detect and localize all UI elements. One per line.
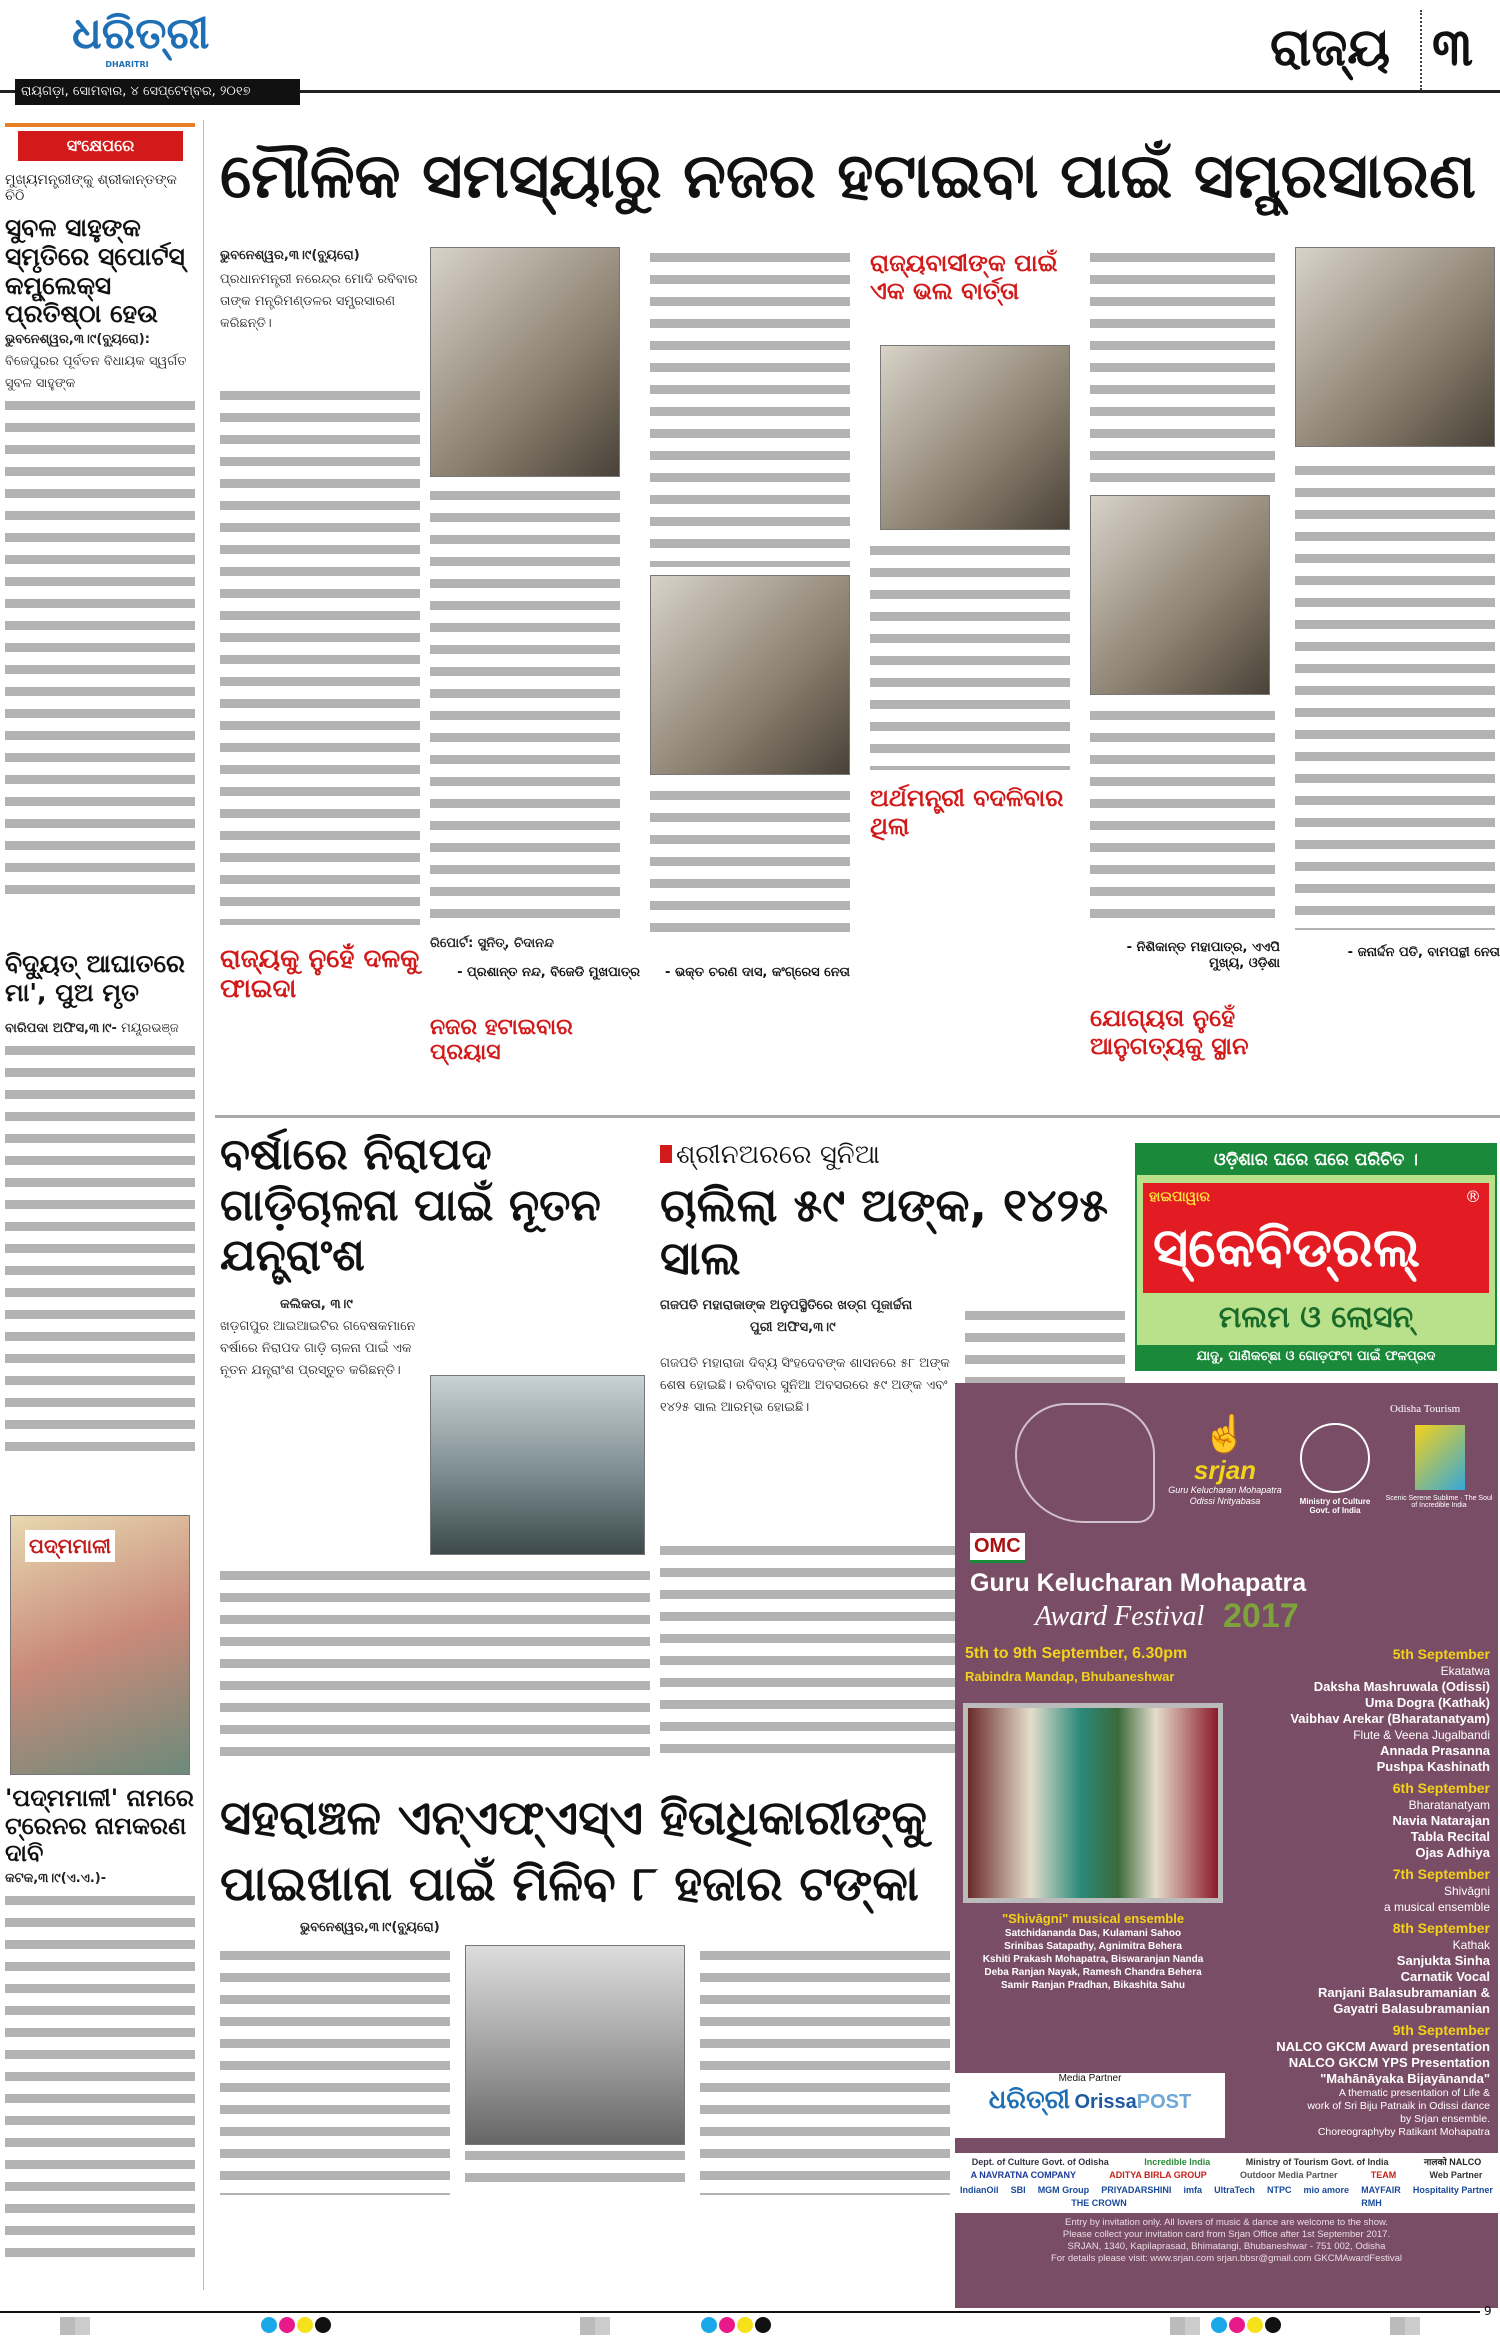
schedule-line: Vaibhav Arekar (Bharatanatyam) [1290,1711,1490,1726]
srjan-logo [1165,1413,1285,1507]
dancer-line-art [1015,1403,1155,1523]
brief-text: ବିଜେପୁରର ପୂର୍ବତନ ବିଧାୟକ ସ୍ୱର୍ଗତ ସୁବଳ ସାହୁଙ୍କ [5,354,187,391]
page-number-odia: ୩ [1432,18,1473,78]
column-divider [203,120,204,2290]
festival-title: Guru Kelucharan Mohapatra [970,1569,1307,1597]
footer-page-number: 9 [1484,2304,1492,2318]
mahanayaka-line: work of Sri Biju Patnaik in Odissi dance [1307,2100,1490,2112]
srjan-text: srjan [1193,1455,1257,1485]
schedule-line: Sanjukta Sinha [1396,1953,1490,1968]
photo-politician-3 [650,575,850,775]
ensemble-credits [959,1911,1227,1992]
book-cover-title: ପଦ୍ମମାଳୀ [25,1530,115,1562]
quote-bhakta-das: - ଭକ୍ତ ଚରଣ ଦାସ, କଂଗ୍ରେସ ନେତା [665,965,850,980]
schedule-day: 6th September [1392,1780,1490,1796]
sponsor-logo-text: PRIYADARSHINI [1101,2185,1172,2195]
section-divider [1420,10,1422,90]
rain-body: ଖଡ଼ଗପୁର ଆଇଆଇଟିର ଗବେଷକମାନେ ବର୍ଷାରେ ନିରାପଦ ଗାଡ଼ି ଚାଳନା ପାଇଁ ଏକ ନୂତନ ଯନ୍ତ୍ରାଂଶ ପ୍ରସ୍ତୁତ କରିଛନ୍ତି। [220,1318,416,1378]
footer-line: For details please visit: www.srjan.com srjan.bbsr@gmail.com GKCMAwardFestival [1050,2253,1403,2264]
rain-dateline: କଲିକତା, ୩।୯ [280,1296,353,1312]
media-partner-label: Media Partner [1058,2073,1122,2084]
sponsor-logo-text: Outdoor Media Partner [1239,2170,1338,2180]
color-dots [1210,2317,1282,2337]
schedule-line: NALCO GKCM YPS Presentation [1288,2055,1490,2070]
festival-dates: 5th to 9th September, 6.30pm [965,1645,1188,1662]
schedule-day: 8th September [1392,1920,1490,1936]
ensemble-member: Srinibas Satapathy, Agnimitra Behera [1004,1941,1182,1952]
nfsa-story[interactable] [220,1785,950,2290]
brief-body [5,329,195,395]
tourism-tagline: Scenic Serene Sublime · The Soul of Incredible India [1385,1495,1493,1509]
brief-headline: ବିଦ୍ୟୁତ୍ ଆଘାତରେ ମା', ପୁଅ ମୃତ [5,949,185,1007]
brief-label: ସଂକ୍ଷେପରେ [18,131,183,161]
brief-text: ମୟୂରଭଞ୍ଜ [121,1020,179,1036]
ministry-text: Ministry of Culture Govt. of India [1299,1497,1371,1515]
brief-rule [5,123,195,127]
lead-text-col3b [650,785,850,935]
brief-story-2[interactable] [5,950,195,1460]
color-dots [260,2317,332,2337]
schedule-line: Navia Natarajan [1392,1813,1490,1828]
brief-kicker: ମୁଖ୍ୟମନ୍ତ୍ରୀଙ୍କୁ ଶ୍ରୀକାନ୍ତଙ୍କ ଚିଠି [5,172,177,204]
nfsa-text-col1 [220,1945,450,2195]
sponsor-logo-text: ADITYA BIRLA GROUP [1109,2170,1207,2180]
ad-brand-small: ହାଇପାୱାର [1149,1189,1211,1205]
suniya-headline: ଚାଲିଲା ୫୯ ଅଙ୍କ, ୧୪୨୫ ସାଲ [660,1178,1109,1285]
brief-text-lines [5,1890,195,2270]
odisha-tourism-text: Odisha Tourism [1390,1403,1461,1415]
festival-subtitle: Award Festival [1035,1601,1205,1632]
suniya-kicker [660,1140,1130,1171]
odisha-tourism-logo [1415,1425,1465,1490]
sponsor-logo-text: Incredible India [1144,2157,1211,2167]
subhead-good-news: ରାଜ୍ୟବାସୀଙ୍କ ପାଇଁ ଏକ ଭଲ ବାର୍ତ୍ତା [870,249,1058,305]
mahanayaka-line: "Mahānāyaka Bijayānanda" [1320,2071,1490,2086]
subhead-loyalty: ଯୋଗ୍ୟତା ନୁହେଁ ଆନୁଗତ୍ୟକୁ ସ୍ଥାନ [1090,1004,1249,1060]
schedule-line: Ranjani Balasubramanian & [1318,1985,1490,2000]
brief-story-3[interactable] [5,1785,195,2270]
brief-story-1[interactable] [5,172,195,895]
ministry-emblem [1300,1423,1370,1493]
footer-line: Please collect your invitation card from Srjan Office after 1st September 2017. [1062,2229,1391,2240]
schedule-day: 5th September [1392,1646,1490,1662]
mahanayaka-line: by Srjan ensemble. [1400,2113,1490,2125]
lead-headline: ମୌଳିକ ସମସ୍ୟାରୁ ନଜର ହଟାଇବା ପାଇଁ ସମ୍ପ୍ରସାରଣ [220,139,1477,212]
lead-text-col5 [1090,247,1275,487]
sponsor-logo-text: TEAM [1370,2170,1397,2180]
photo-politician-2 [880,345,1070,530]
toilet-photo [465,1945,685,2145]
sponsor-logo-text: नालको NALCO [1424,2157,1482,2167]
sponsor-logo-text: Web Partner [1429,2170,1483,2180]
quote-prashant-nanda: - ପ୍ରଶାନ୍ତ ନନ୍ଦ, ବିଜେଡି ମୁଖପାତ୍ର [457,965,640,980]
subhead-finance-minister: ଅର୍ଥମନ୍ତ୍ରୀ ବଦଳିବାର ଥିଲା [870,784,1064,840]
lead-body: ପ୍ରଧାନମନ୍ତ୍ରୀ ନରେନ୍ଦ୍ର ମୋଦି ରବିବାର ତାଙ୍କ ମନ୍ତ୍ରିମଣ୍ଡଳର ସମ୍ପ୍ରସାରଣ କରିଛନ୍ତି। [220,272,418,331]
lead-story[interactable] [220,245,1500,1105]
nfsa-text-col2 [465,2145,685,2195]
lead-text-col2 [430,485,620,925]
photo-politician-4 [1090,495,1270,695]
dharitri-logo: ଧରିତ୍ରୀ [988,2084,1071,2114]
sponsor-logo-text: RMH [1361,2198,1382,2208]
lead-text-col4 [870,540,1070,770]
sponsor-logo-text: THE CROWN [1071,2198,1127,2208]
schedule-line: NALCO GKCM Award presentation [1276,2039,1490,2054]
ensemble-photo [963,1703,1223,1903]
srjan-subtext: Guru Kelucharan Mohapatra Odissi Nrityabasa [1168,1485,1282,1506]
sponsors-row-2 [959,2185,1494,2209]
schedule-line: a musical ensemble [1383,1900,1490,1914]
suniya-subhead: ଗଜପତି ମହାରାଜାଙ୍କ ଅନୁପସ୍ଥିତିରେ ଖଡ୍ଗ ପୂଜାର୍ଚ୍ଚନା [660,1297,913,1313]
orissapost-logo [1074,2091,1191,2113]
subhead-distraction: ନଜର ହଟାଇବାର ପ୍ରୟାସ [430,1015,573,1066]
sponsor-logo-text: Dept. of Culture Govt. of Odisha [971,2157,1109,2167]
rain-car-photo [430,1375,645,1555]
ensemble-member: Kshiti Prakash Mohapatra, Biswaranjan Nanda [982,1954,1204,1965]
ad-top-banner: ଓଡ଼ିଶାର ଘରେ ଘରେ ପରିଚିତ । [1137,1145,1495,1175]
footer-line: SRJAN, 1340, Kapilaprasad, Bhimatangi, Bhubaneshwar - 751 002, Odisha [1067,2241,1386,2252]
ad-bottom-banner: ଯାଦୁ, ପାଣିକଚ୍ଛା ଓ ଗୋଡ଼ଫଟା ପାଇଁ ଫଳପ୍ରଦ [1137,1345,1495,1369]
sponsors-strip [955,2153,1498,2213]
sponsor-logo-text: SBI [1010,2185,1026,2195]
sponsor-logo-text: Hospitality Partner [1412,2185,1493,2195]
omc-logo: OMC [970,1533,1025,1563]
sponsors-and-footer [955,2153,1498,2265]
brief-body [5,1018,195,1040]
brief-dateline: ଭୁବନେଶ୍ୱର,୩।୯(ବ୍ୟୁରୋ): [5,332,150,347]
sponsor-logo-text: Ministry of Tourism Govt. of India [1245,2157,1389,2167]
dateline: ରାୟଗଡ଼ା, ସୋମବାର, ୪ ସେପ୍ଟେମ୍ବର, ୨୦୧୭ [15,79,300,105]
media-partner-box [955,2073,1225,2138]
ad-brand: ସ୍କେବିଡ୍ରଲ୍ [1153,1216,1420,1279]
schedule-line: Kathak [1452,1938,1490,1952]
ad-product: ମଲମ ଓ ଲୋସନ୍ [1218,1300,1414,1335]
festival-footer [955,2213,1498,2265]
schedule-day: 9th September [1392,2022,1490,2038]
registration-mark [1170,2317,1200,2335]
mahanayaka-line: Choreographyby Ratikant Mohapatra [1317,2126,1490,2138]
festival-venue: Rabindra Mandap, Bhubaneshwar [965,1669,1175,1684]
sponsor-logo-text: mio amore [1303,2185,1350,2195]
festival-ad[interactable] [955,1383,1498,2308]
sponsor-logo-text: A NAVRATNA COMPANY [970,2170,1076,2180]
sponsor-logo-text: MAYFAIR [1361,2185,1401,2195]
schedule-line: Tabla Recital [1410,1829,1490,1844]
schedule-line: Shivāgni [1443,1884,1490,1898]
sponsor-logo-text: imfa [1183,2185,1203,2195]
registration-mark [580,2317,610,2335]
nfsa-headline: ସହରାଞ୍ଚଳ ଏନ୍ଏଫ୍ଏସ୍ଏ ହିତାଧିକାରୀଙ୍କୁ ପାଇଖାନା ପାଇଁ ମିଳିବ ୮ ହଜାର ଟଙ୍କା [220,1790,928,1912]
nfsa-dateline: ଭୁବନେଶ୍ୱର,୩।୯(ବ୍ୟୁରୋ) [300,1920,440,1935]
sponsors-row-1 [959,2157,1494,2181]
red-square-icon [660,1145,672,1163]
schedule-line: Daksha Mashruwala (Odissi) [1313,1679,1490,1694]
lead-text-col5b [1090,705,1275,930]
lead-text-col3 [650,247,850,567]
photo-politician-1 [430,247,620,477]
logo-subtext: DHARITRI [105,60,149,69]
sponsor-logo-text: NTPC [1266,2185,1292,2195]
mahanayaka-line: A thematic presentation of Life & [1338,2087,1490,2099]
schedule-line: Carnatik Vocal [1400,1969,1490,1984]
footer-rule [0,2311,1480,2313]
schedule-line: Ekatatwa [1440,1664,1490,1678]
quote-nishikant: - ନିଶିକାନ୍ତ ମହାପାତ୍ର, ଏଏପି ମୁଖ୍ୟ, ଓଡ଼ିଶା [1126,940,1280,971]
ad-brand-box [1143,1183,1489,1293]
nfsa-col2 [465,1945,685,2195]
schedule-line: Ojas Adhiya [1415,1845,1490,1860]
schedule-line: Uma Dogra (Kathak) [1365,1695,1490,1710]
brief-dateline: କଟକ,୩।୯(ଏ.ଏ.)- [5,1870,107,1886]
rain-text-lines [220,1565,650,1765]
mahanayaka-text [1233,2071,1490,2139]
brief-headline: ସୁବଳ ସାହୁଙ୍କ ସ୍ମୃତିରେ ସ୍ପୋର୍ଟସ୍ କମ୍ପ୍ଲେକ୍ସ ପ୍ରତିଷ୍ଠା ହେଉ [5,213,185,329]
schedule-day: 7th September [1392,1866,1490,1882]
lead-text-col1 [220,385,420,925]
rain-headline: ବର୍ଷାରେ ନିରାପଦ ଗାଡ଼ିଚାଳନା ପାଇଁ ନୂତନ ଯନ୍ତ୍ରାଂଶ [220,1129,601,1282]
festival-year: 2017 [1223,1597,1299,1635]
ensemble-member: Deba Ranjan Nayak, Ramesh Chandra Behera [984,1967,1202,1978]
sponsor-logo-text: IndianOil [960,2185,999,2195]
brief-text-lines [5,395,195,895]
schedule-line: Annada Prasanna [1380,1743,1490,1758]
brief-headline: 'ପଦ୍ମମାଳୀ' ନାମରେ ଟ୍ରେନର ନାମକରଣ ଦାବି [5,1784,194,1868]
schedule-line: Bharatanatyam [1408,1798,1490,1812]
logo-text: ଧରିତ୍ରୀ [72,8,210,59]
rain-story[interactable] [220,1130,650,1770]
post-text: POST [1136,2091,1192,2113]
lead-text-col6 [1295,460,1495,930]
sponsor-logo-text: UltraTech [1214,2185,1255,2195]
subhead-party-benefit: ରାଜ୍ୟକୁ ନୁହେଁ ଦଳକୁ ଫାଇଦା [220,944,420,1004]
ensemble-member: Samir Ranjan Pradhan, Bikashita Sahu [1001,1980,1185,1991]
srjan-hand-icon: ☝ [1202,1413,1248,1454]
suniya-body: ଗଜପତି ମହାରାଜା ଦିବ୍ୟ ସିଂହଦେବଙ୍କ ଶାସନରେ ୫୮ ଅଙ୍କ ଶେଷ ହୋଇଛି। ରବିବାର ସୁନିଆ ଅବସରରେ ୫୯ ଅଙ୍କ ଏବଂ ୧୪୨୫ ସାଲ ଆରମ୍ଭ ହୋଇଛି। [660,1355,950,1415]
footer-line: Entry by invitation only. All lovers of music & dance are welcome to the show. [1065,2217,1388,2228]
ointment-ad[interactable] [1135,1143,1497,1371]
nfsa-columns [220,1945,950,2195]
section-title: ରାଜ୍ୟ [1270,18,1391,78]
registration-mark [60,2317,90,2335]
nfsa-text-col3 [700,1945,950,2195]
ensemble-members [959,1927,1227,1992]
registration-mark [1390,2317,1420,2335]
quote-janardan-pati: - ଜନାର୍ଦ୍ଦନ ପତି, ବାମପନ୍ଥୀ ନେତା [1347,945,1500,960]
masthead-logo[interactable] [72,8,210,78]
sponsor-logo-text: MGM Group [1037,2185,1090,2195]
schedule-line: Flute & Veena Jugalbandi [1353,1728,1490,1742]
schedule-line: Gayatri Balasubramanian [1333,2001,1490,2016]
lead-dateline: ଭୁବନେଶ୍ୱର,୩।୯(ବ୍ୟୁରୋ) [220,248,360,263]
kicker-text: ଶ୍ରୀନଅରରେ ସୁନିଆ [676,1140,880,1170]
festival-schedule [1230,1641,1490,2071]
orissa-text: Orissa [1074,2091,1137,2113]
suniya-dateline: ପୁରୀ ଅଫିସ,୩।୯ [750,1319,836,1335]
schedule-line: Pushpa Kashinath [1376,1759,1490,1774]
color-dots [700,2317,772,2337]
book-cover-image [10,1515,190,1775]
brief-dateline: ବାରିପଦା ଅଫିସ,୩।୯- [5,1020,117,1036]
report-byline: ରିପୋର୍ଟ: ସୁନିତ୍, ଚିଦାନନ୍ଦ [430,936,554,951]
ad-registered: ® [1465,1187,1481,1206]
brief-text-lines [5,1040,195,1460]
ensemble-title: "Shivāgni" musical ensemble [1001,1911,1185,1926]
photo-politician-5 [1295,247,1495,447]
ensemble-member: Satchidananda Das, Kulamani Sahoo [1004,1928,1182,1939]
section-rule [215,1115,1500,1118]
